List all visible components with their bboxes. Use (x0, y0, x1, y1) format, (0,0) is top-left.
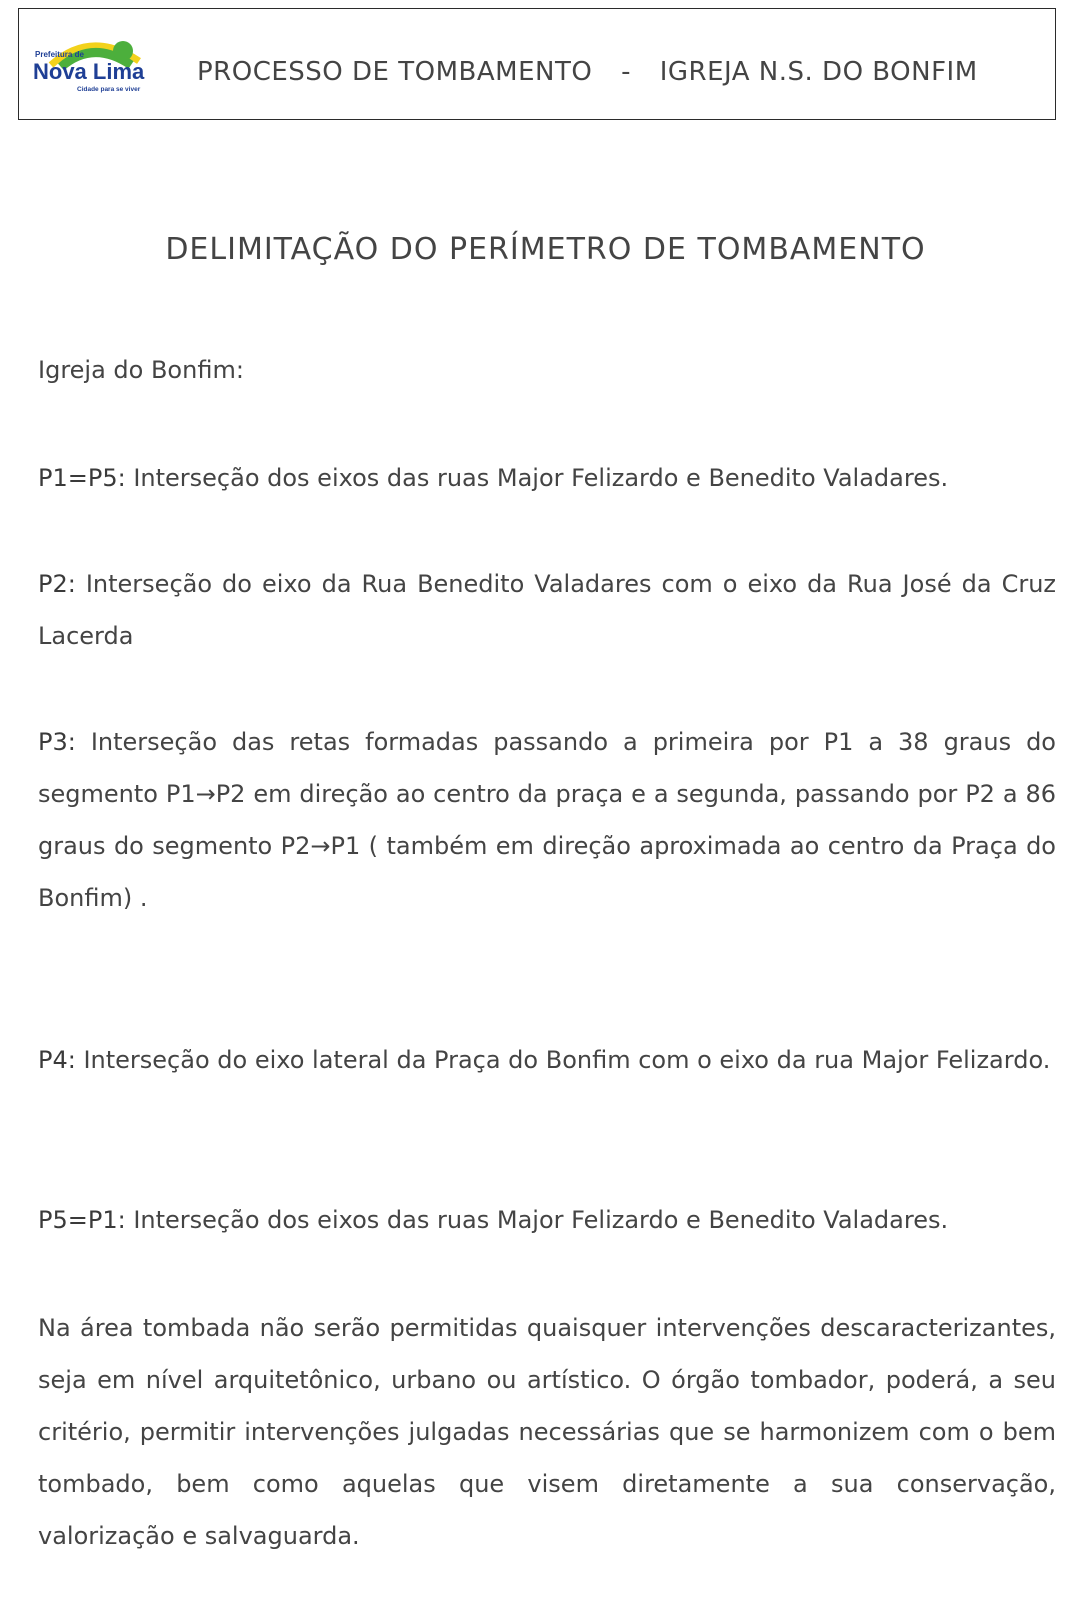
closing-paragraph: Na área tombada não serão permitidas quaisquer intervenções descaracterizantes, seja em nível arquitetônico, urbano ou artístico. O órgão tombador, poderá, a seu critério, permitir intervenções julgadas necessárias que se harmonizem com o bem tombado, bem como aquelas que visem diretamente a sua conservação, valorização e salvaguarda. (38, 1314, 1056, 1550)
point-p1 (38, 452, 1056, 504)
point-p3 (38, 716, 1056, 924)
point-p5 (38, 1194, 1056, 1246)
section-subtitle: Igreja do Bonfim: (38, 356, 244, 384)
logo-top-text: Prefeitura de (35, 50, 84, 59)
logo-tagline: Cidade para se viver (77, 86, 141, 93)
point-text: Interseção do eixo lateral da Praça do Bonfim com o eixo da rua Major Felizardo. (75, 1046, 1051, 1074)
church-title: IGREJA N.S. DO BONFIM (659, 57, 978, 87)
nova-lima-logo (31, 35, 159, 99)
logo-name: Nova Lima (33, 59, 145, 84)
point-p2 (38, 558, 1056, 662)
header-title (197, 57, 978, 87)
document-title: DELIMITAÇÃO DO PERÍMETRO DE TOMBAMENTO (165, 232, 926, 267)
point-label: P2: (38, 570, 76, 598)
point-text: Interseção dos eixos das ruas Major Felizardo e Benedito Valadares. (125, 464, 949, 492)
point-label: P1=P5: (38, 464, 126, 492)
point-text: Interseção das retas formadas passando a primeira por P1 a 38 graus do segmento P1→P2 em direção ao centro da praça e a segunda, passando por P2 a 86 graus do segmento P2→P1 ( também em direção aproximada ao centro da Praça do Bonfim) . (38, 728, 1056, 912)
process-title: PROCESSO DE TOMBAMENTO (197, 57, 593, 87)
point-text: Interseção dos eixos das ruas Major Felizardo e Benedito Valadares. (125, 1206, 949, 1234)
point-label: P4: (38, 1046, 76, 1074)
point-p4 (38, 1034, 1056, 1086)
document-header (18, 8, 1056, 120)
header-separator: - (621, 57, 631, 87)
point-label: P3: (38, 728, 76, 756)
point-label: P5=P1: (38, 1206, 126, 1234)
point-text: Interseção do eixo da Rua Benedito Valadares com o eixo da Rua José da Cruz Lacerda (38, 570, 1056, 650)
